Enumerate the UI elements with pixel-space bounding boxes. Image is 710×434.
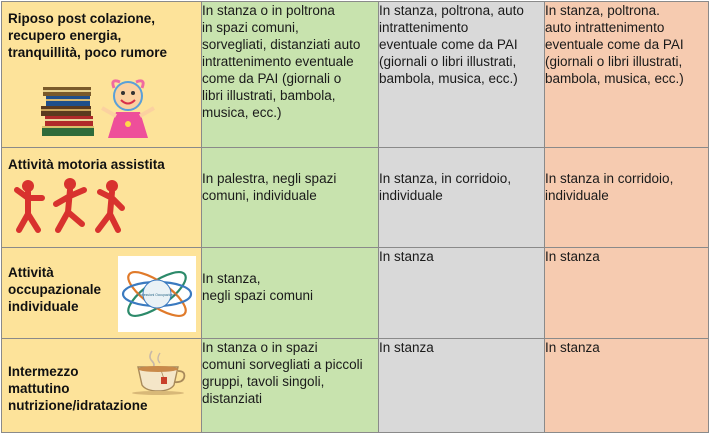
row-title: Riposo post colazione, recupero energia, tranquillità, poco rumore <box>8 11 168 60</box>
row-header-cell <box>2 148 202 248</box>
row-header-cell <box>2 2 202 148</box>
grey-cell: In stanza <box>379 339 545 433</box>
table-row <box>2 148 709 248</box>
peach-cell: In stanza <box>545 248 709 339</box>
green-cell: In stanza o in spazi comuni sorvegliati a piccoli gruppi, tavoli singoli, distanziati <box>202 339 379 433</box>
row-title: Attività motoria assistita <box>8 157 165 172</box>
activity-table <box>1 1 709 433</box>
exercise-figures-icon <box>14 176 126 234</box>
row-header-cell <box>2 248 202 339</box>
peach-cell: In stanza in corridoio, individuale <box>545 148 709 248</box>
grey-cell: In stanza, in corridoio, individuale <box>379 148 545 248</box>
green-cell: In palestra, negli spazi comuni, individuale <box>202 148 379 248</box>
books-and-child-drawing-icon <box>40 78 158 142</box>
grey-cell: In stanza <box>379 248 545 339</box>
teacup-icon <box>130 349 188 395</box>
green-cell: In stanza, negli spazi comuni <box>202 248 379 339</box>
grey-cell: In stanza, poltrona, auto intrattenimento eventuale come da PAI (giornali o libri illustrati, bambola, musica, ecc.) <box>379 2 545 148</box>
table-row <box>2 248 709 339</box>
green-cell: In stanza o in poltrona in spazi comuni, sorvegliati, distanziati auto intrattenimento eventuale come da PAI (giornali o libri illustrati, bambola, musica, ecc.) <box>202 2 379 148</box>
table-row <box>2 2 709 148</box>
peach-cell: In stanza <box>545 339 709 433</box>
table-row <box>2 339 709 433</box>
orbit-diagram-icon <box>118 256 196 332</box>
orbit-caption: Professioni Occupazionali <box>137 293 177 297</box>
row-title: Intermezzo mattutino nutrizione/idratazione <box>8 364 148 413</box>
row-header-cell <box>2 339 202 433</box>
peach-cell: In stanza, poltrona. auto intrattenimento eventuale come da PAI (giornali o libri illustrati, bambola, musica, ecc.) <box>545 2 709 148</box>
row-title: Attività occupazionale individuale <box>8 265 102 314</box>
